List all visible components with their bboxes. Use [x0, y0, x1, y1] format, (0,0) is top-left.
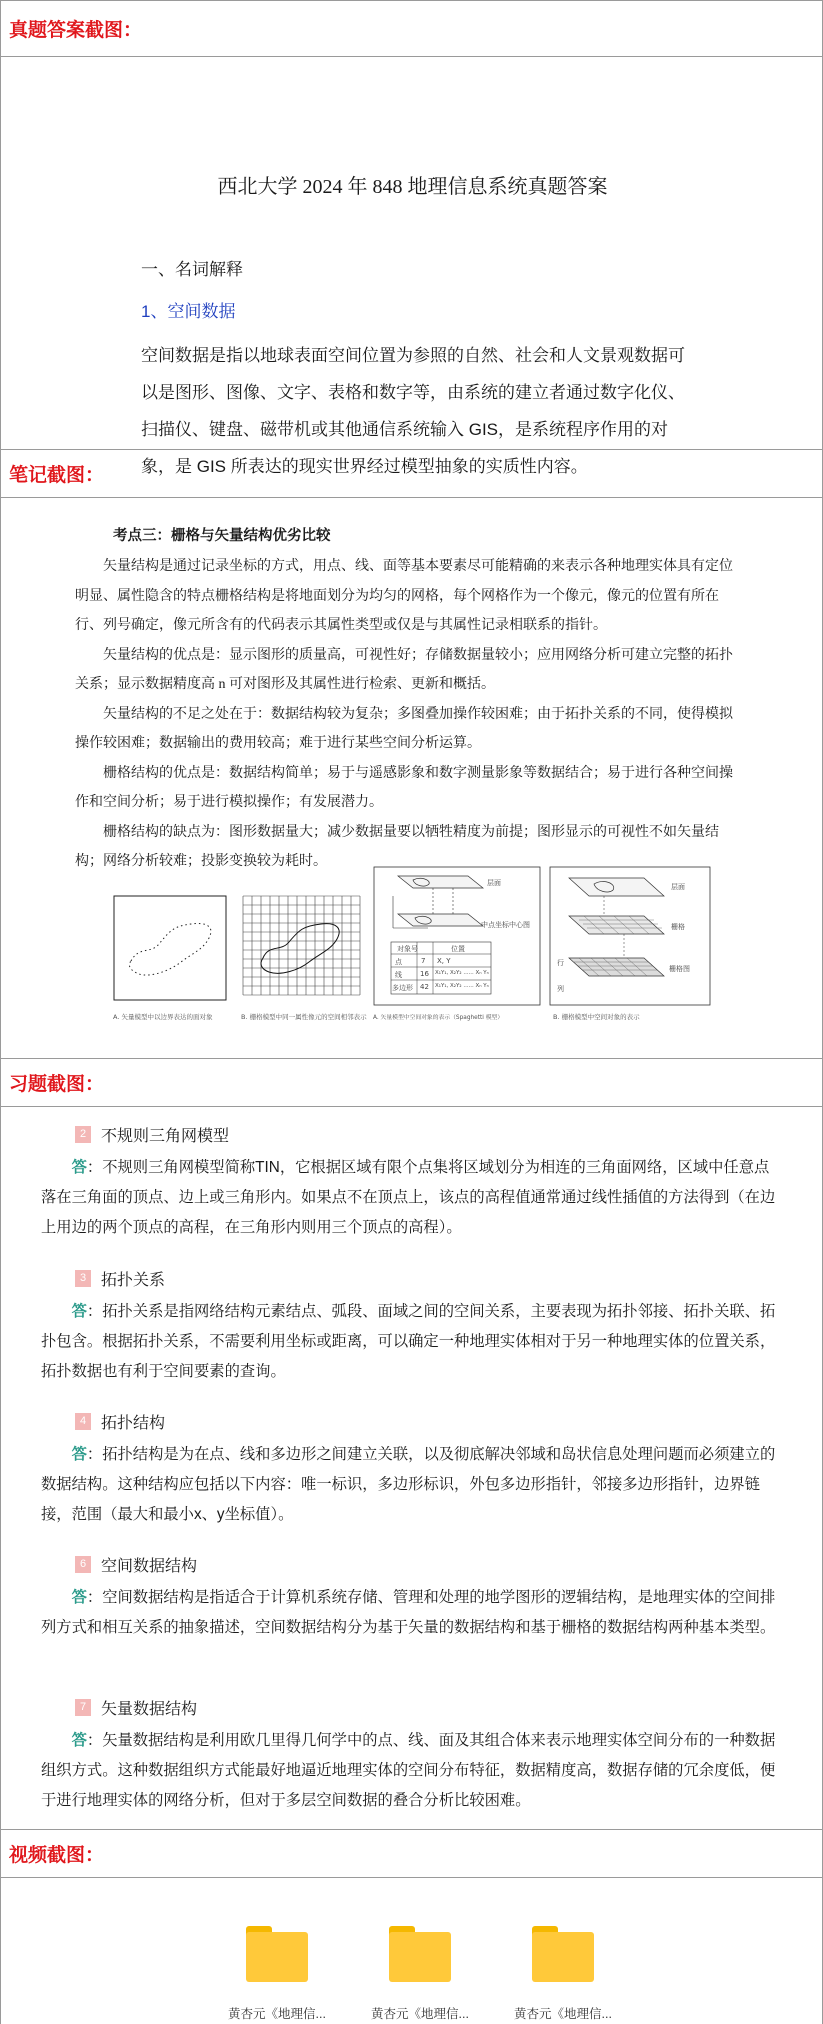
answer-text: ：拓扑关系是指网络结构元素结点、弧段、面域之间的空间关系，主要表现为拓扑邻接、拓扑关联、拓扑包含。根据拓扑关系，不需要利用坐标或距离，可以确定一种地理实体相对于另一种地理实体的位置关系，拓扑数据也有利于空间要素的查询。 [41, 1303, 776, 1380]
term-title: 拓扑关系 [101, 1272, 166, 1289]
notes-paragraph: 矢量结构的优点是：显示图形的质量高，可视性好；存储数据量较小；应用网络分析可建立完整的拓扑关系；显示数据精度高 n 可对图形及其属性进行检索、更新和概括。 [75, 647, 733, 692]
table-cell: 42 [420, 983, 429, 991]
spaghetti-model-figure [373, 866, 541, 1038]
figure-caption: A. 矢量模型中以边界表达的面对象 [113, 1013, 213, 1021]
table-header: 位置 [451, 945, 465, 953]
term-title: 不规则三角网模型 [101, 1128, 230, 1145]
folder-label: 黄杏元《地理信... [228, 2007, 326, 2021]
term-heading [75, 1267, 165, 1290]
answer-paragraph: 空间数据是指以地球表面空间位置为参照的自然、社会和人文景观数据可以是图形、图像、文字、表格和数字等，由系统的建立者通过数字化仪、扫描仪、键盘、磁带机或其他通信系统输入 GIS，是系统程序作用的对象，是 GIS 所表达的现实世界经过模型抽象的实质性内容。 [141, 346, 685, 476]
video-screenshot-panel [1, 1878, 822, 2024]
figure-strip [111, 866, 711, 1038]
term-title: 拓扑结构 [101, 1415, 166, 1432]
video-folder[interactable] [217, 1926, 337, 2022]
notes-screenshot-panel [1, 498, 822, 1058]
folder-icon[interactable] [389, 1926, 451, 1982]
table-cell: 点 [395, 958, 402, 966]
table-cell: 线 [395, 971, 402, 979]
term-answer [41, 1153, 783, 1243]
folder-label: 黄杏元《地理信... [371, 2007, 469, 2021]
figure-label: 栅格 [671, 923, 685, 931]
video-folder[interactable] [503, 1926, 623, 2022]
answer-label: 答 [71, 1446, 87, 1463]
figure-label: 行 [557, 959, 564, 967]
figure-label: 中点坐标中心图 [481, 921, 530, 929]
term-number-badge: 3 [75, 1270, 91, 1287]
answer-text: ：不规则三角网模型简称TIN，它根据区域有限个点集将区域划分为相连的三角面网络，区域中任意点落在三角面的顶点、边上或三角形内。如果点不在顶点上，该点的高程值通常通过线性插值的方法得到（在边上用边的两个顶点的高程，在三角形内则用三个顶点的高程）。 [41, 1159, 776, 1236]
figure-label: 层面 [671, 883, 685, 891]
table-cell: X₁Y₁, X₂Y₂ ...... Xₙ Yₙ [435, 983, 489, 989]
notes-paragraph: 矢量结构是通过记录坐标的方式，用点、线、面等基本要素尽可能精确的来表示各种地理实体具有定位明显、属性隐含的特点栅格结构是将地面划分为均匀的网格，每个网格作为一个像元，像元的位置有所在行、列号确定，像元所含有的代码表示其属性类型或仅是与其属性记录相联系的指针。 [75, 559, 733, 633]
term-answer [41, 1726, 783, 1816]
term-title: 矢量数据结构 [101, 1701, 198, 1718]
section-header-videos [1, 1829, 822, 1878]
item-heading: 1、空间数据 [141, 302, 236, 321]
term-title: 空间数据结构 [101, 1558, 198, 1575]
answer-label: 答 [71, 1303, 87, 1320]
term-answer [41, 1297, 783, 1387]
table-header: 对象号 [397, 945, 418, 953]
term-number-badge: 4 [75, 1413, 91, 1430]
raster-grid-figure [239, 866, 367, 1038]
term-heading [75, 1696, 197, 1719]
term-number-badge: 7 [75, 1699, 91, 1716]
table-cell: 多边形 [392, 984, 413, 992]
table-cell: 16 [420, 970, 429, 978]
folder-label: 黄杏元《地理信... [514, 2007, 612, 2021]
video-folder[interactable] [360, 1926, 480, 2022]
term-heading [75, 1123, 229, 1146]
notes-paragraph: 栅格结构的缺点为：图形数据量大；减少数据量要以牺牲精度为前提；图形显示的可视性不如矢量结构；网络分析较难；投影变换较为耗时。 [75, 824, 719, 869]
answer-label: 答 [71, 1589, 87, 1606]
figure-caption: B. 栅格模型中同一属性像元的空间相邻表示 [241, 1013, 367, 1021]
part-heading: 一、名词解释 [141, 260, 243, 279]
figure-label: 栅格图 [669, 965, 690, 973]
exercise-screenshot-panel [1, 1107, 822, 1829]
notes-paragraph: 矢量结构的不足之处在于：数据结构较为复杂；多图叠加操作较困难；由于拓扑关系的不同，使得模拟操作较困难；数据输出的费用较高；难于进行某些空间分析运算。 [75, 706, 733, 751]
raster-model-figure [549, 866, 711, 1038]
term-number-badge: 6 [75, 1556, 91, 1573]
vector-polygon-figure [111, 866, 229, 1038]
table-cell: X₁Y₁, X₂Y₂ ...... Xₙ Yₙ [435, 970, 489, 976]
figure-label: 列 [557, 985, 564, 993]
section-header-answers [1, 0, 822, 57]
section-header-label: 笔记截图： [9, 465, 105, 486]
table-cell: X, Y [437, 957, 451, 965]
section-header-label: 真题答案截图： [9, 20, 143, 41]
term-answer [41, 1440, 783, 1530]
section-header-label: 习题截图： [9, 1074, 105, 1095]
figure-caption: A. 矢量模型中空间对象的表示（Spaghetti 模型） [373, 1015, 504, 1021]
figure-caption: B. 栅格模型中空间对象的表示 [553, 1013, 640, 1021]
answer-text: ：矢量数据结构是利用欧几里得几何学中的点、线、面及其组合体来表示地理实体空间分布的一种数据组织方式。这种数据组织方式能最好地逼近地理实体的空间分布特征，数据精度高，数据存储的冗余度低，便于进行地理实体的网络分析，但对于多层空间数据的叠合分析比较困难。 [41, 1732, 776, 1809]
term-heading [75, 1553, 197, 1576]
key-point-title: 考点三：栅格与矢量结构优劣比较 [113, 528, 331, 544]
document-title: 西北大学 2024 年 848 地理信息系统真题答案 [217, 176, 608, 198]
vector-polygon-diagram [111, 866, 229, 1006]
term-answer [41, 1583, 783, 1643]
folder-icon[interactable] [246, 1926, 308, 1982]
answer-text: ：空间数据结构是指适合于计算机系统存储、管理和处理的地学图形的逻辑结构，是地理实体的空间排列方式和相互关系的抽象描述，空间数据结构分为基于矢量的数据结构和基于栅格的数据结构两种基本类型。 [41, 1589, 776, 1636]
answer-label: 答 [71, 1732, 87, 1749]
section-header-exercises [1, 1058, 822, 1107]
term-number-badge: 2 [75, 1126, 91, 1143]
term-heading [75, 1410, 165, 1433]
raster-model-diagram [549, 866, 711, 1006]
answer-text: ：拓扑结构是为在点、线和多边形之间建立关联，以及彻底解决邻域和岛状信息处理问题而必须建立的数据结构。这种结构应包括以下内容：唯一标识，多边形标识，外包多边形指针，邻接多边形指针，边界链接，范围（最大和最小x、y坐标值）。 [41, 1446, 776, 1523]
notes-paragraph: 栅格结构的优点是：数据结构简单；易于与遥感影象和数字测量影象等数据结合；易于进行各种空间操作和空间分析；易于进行模拟操作；有发展潜力。 [75, 765, 733, 810]
table-cell: 7 [421, 957, 426, 965]
section-header-label: 视频截图： [9, 1845, 105, 1866]
folder-icon[interactable] [532, 1926, 594, 1982]
raster-grid-diagram [239, 866, 364, 1006]
figure-label: 层面 [487, 879, 501, 887]
answer-label: 答 [71, 1159, 87, 1176]
notes-body [75, 552, 740, 877]
